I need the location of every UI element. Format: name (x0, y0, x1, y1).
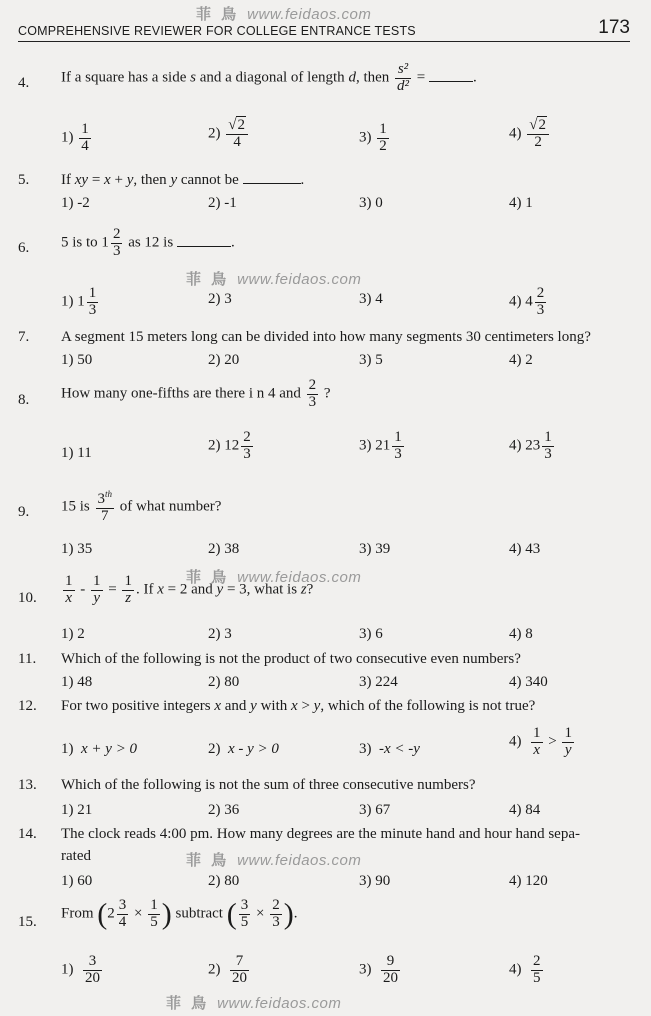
option-4: 4) 1 (509, 195, 533, 211)
option-2: 2) 20 (208, 352, 240, 368)
option-3: 3) 4 (359, 291, 383, 307)
question-text: $\frac{1}{x}$ - $\frac{1}{y}$ = $\frac{1}{z}$ . If x = 2 and y = 3, what is z? (65, 573, 314, 606)
question-number: 15. (18, 914, 37, 930)
question-text: 15 is $\frac{3^{th}}{7}$ of what number? (61, 489, 222, 524)
option-4: 4) $\frac{√2}{2}$ (509, 118, 551, 151)
page-number: 173 (598, 17, 630, 38)
answer-blank (429, 80, 473, 82)
option-4: 4) 4 $\frac{2}{3}$ (509, 285, 545, 318)
option-2: 2) 38 (208, 541, 240, 557)
option-4: 4) $\frac{1}{x}$ > $\frac{1}{y}$ (509, 725, 572, 758)
watermark: 菲 鳥 www.feidaos.com (196, 6, 372, 23)
question-text: rated (61, 848, 91, 864)
question-text: How many one-fifths are there i n 4 and $\frac{2}{3}$ ? (61, 377, 331, 410)
question-number: 7. (18, 329, 30, 345)
watermark: 菲 鳥 www.feidaos.com (166, 995, 342, 1012)
page-header (18, 19, 630, 42)
question-text: A segment 15 meters long can be divided into how many segments 30 centimeters long? (61, 329, 591, 345)
option-3: 3) 224 (359, 674, 398, 690)
question-number: 9. (18, 504, 30, 520)
option-3: 3) 67 (359, 802, 391, 818)
option-1: 1) 21 (61, 802, 93, 818)
option-4: 4) 120 (509, 873, 548, 889)
option-1: 1) 60 (61, 873, 93, 889)
option-4: 4) 8 (509, 626, 533, 642)
question-number: 6. (18, 240, 30, 256)
option-1: 1) 2 (61, 626, 85, 642)
watermark: 菲 鳥 www.feidaos.com (186, 271, 362, 288)
option-4: 4) $\frac{2}{5}$ (509, 953, 541, 986)
option-2: 2) 36 (208, 802, 240, 818)
question-number: 4. (18, 75, 30, 91)
option-2: 2) $\frac{7}{20}$ (208, 953, 247, 986)
watermark: 菲 鳥 www.feidaos.com (186, 569, 362, 586)
watermark: 菲 鳥 www.feidaos.com (186, 852, 362, 869)
option-4: 4) 23 $\frac{1}{3}$ (509, 429, 552, 462)
option-2: 2) 80 (208, 873, 240, 889)
option-3: 3) 90 (359, 873, 391, 889)
option-1: 1) 48 (61, 674, 93, 690)
question-text: Which of the following is not the product of two consecutive even numbers? (61, 651, 521, 667)
option-4: 4) 2 (509, 352, 533, 368)
option-3: 3) $\frac{9}{20}$ (359, 953, 398, 986)
option-1: 1) 1 $\frac{1}{3}$ (61, 285, 97, 318)
header-title: COMPREHENSIVE REVIEWER FOR COLLEGE ENTRANCE TESTS (18, 24, 416, 38)
option-3: 3) 5 (359, 352, 383, 368)
option-3: 3) 39 (359, 541, 391, 557)
option-3: 3) 21 $\frac{1}{3}$ (359, 429, 402, 462)
answer-blank (177, 245, 231, 247)
question-number: 14. (18, 826, 37, 842)
question-text: From (2 $\frac{3}{4}$ × $\frac{1}{5}$ ) subtract ( $\frac{3}{5}$ × $\frac{2}{3}$ ). (61, 897, 298, 931)
option-3: 3) 0 (359, 195, 383, 211)
question-number: 10. (18, 590, 37, 606)
option-3: 3) $\frac{1}{2}$ (359, 121, 387, 154)
option-2: 2) 3 (208, 626, 232, 642)
question-number: 13. (18, 777, 37, 793)
option-1: 1) 11 (61, 445, 92, 461)
question-text: If xy = x + y, then y cannot be . (61, 172, 305, 188)
question-number: 12. (18, 698, 37, 714)
option-2: 2) x - y > 0 (208, 741, 279, 757)
option-2: 2) -1 (208, 195, 237, 211)
question-number: 8. (18, 392, 30, 408)
option-3: 3) -x < -y (359, 741, 420, 757)
option-4: 4) 84 (509, 802, 541, 818)
option-3: 3) 6 (359, 626, 383, 642)
question-text: The clock reads 4:00 pm. How many degrees are the minute hand and hour hand sepa- (61, 826, 580, 842)
option-1: 1) -2 (61, 195, 90, 211)
question-number: 5. (18, 172, 30, 188)
option-1: 1) 50 (61, 352, 93, 368)
option-2: 2) $\frac{√2}{4}$ (208, 118, 250, 151)
question-text: For two positive integers x and y with x > y, which of the following is not true? (61, 698, 536, 714)
option-1: 1) x + y > 0 (61, 741, 138, 757)
question-text: Which of the following is not the sum of three consecutive numbers? (61, 777, 476, 793)
option-1: 1) $\frac{3}{20}$ (61, 953, 100, 986)
option-2: 2) 12 $\frac{2}{3}$ (208, 429, 251, 462)
option-4: 4) 340 (509, 674, 548, 690)
answer-blank (243, 182, 301, 184)
option-2: 2) 3 (208, 291, 232, 307)
question-number: 11. (18, 651, 37, 667)
option-4: 4) 43 (509, 541, 541, 557)
option-2: 2) 80 (208, 674, 240, 690)
option-1: 1) $\frac{1}{4}$ (61, 121, 89, 154)
option-1: 1) 35 (61, 541, 93, 557)
question-text: If a square has a side s and a diagonal of length d, then $\frac{\text{s²}}{\text{d²}}$ = . (61, 61, 477, 94)
question-text: 5 is to 1 $\frac{2}{3}$ as 12 is . (61, 226, 235, 259)
fraction: $\frac{\text{s²}}{\text{d²}}$ (397, 61, 410, 94)
